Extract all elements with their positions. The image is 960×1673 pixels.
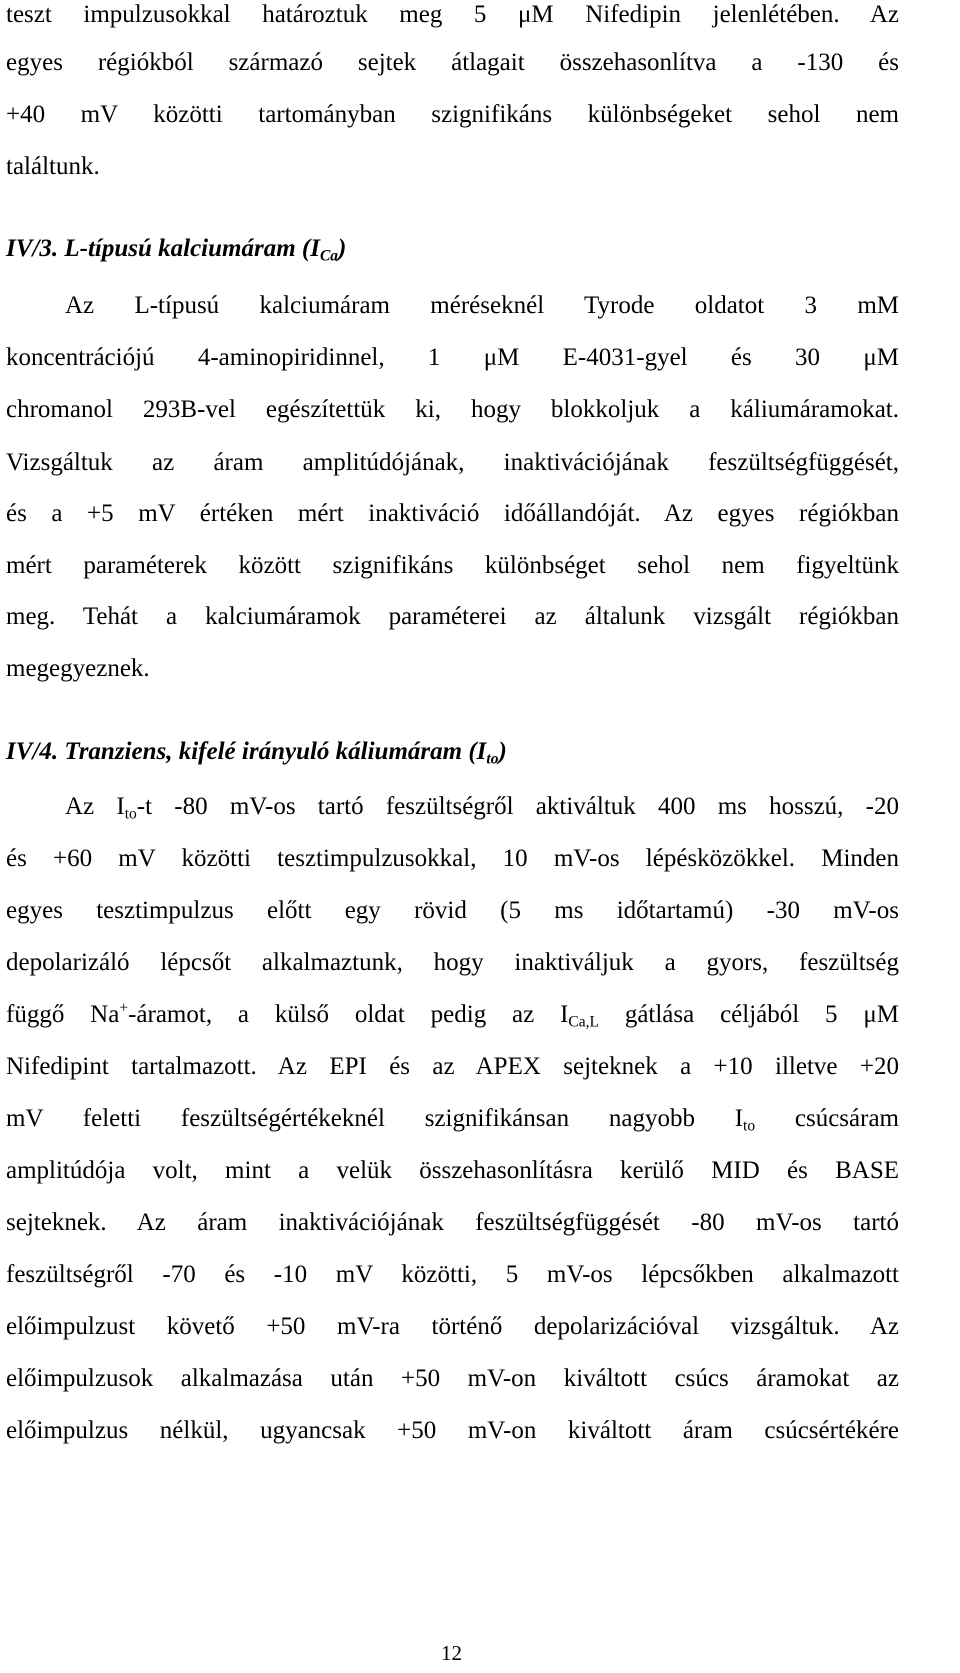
paragraph-line: Az $I_{to}-t$ -80 mV-os tartó feszültségről aktiváltuk 400 ms hosszú, -20 [65, 793, 899, 823]
paragraph-line: találtunk. [6, 153, 100, 180]
paragraph-line: sejteknek. Az áram inaktivációjának feszültségfüggését -80 mV-os tartó [6, 1209, 899, 1236]
section-heading-iv4 [6, 736, 899, 768]
paragraph-line: teszt impulzusokkal határoztuk meg 5 μM Nifedipin jelenlétében. Az [6, 1, 899, 28]
paragraph-line: mért paraméterek között szignifikáns különbséget sehol nem figyeltünk [6, 552, 899, 579]
subscript: to [124, 805, 137, 823]
paragraph-line: chromanol 293B-vel egészítettük ki, hogy blokkoljuk a káliumáramokat. [6, 396, 899, 423]
paragraph-line: koncentrációjú 4-aminopiridinnel, 1 μM E-4031-gyel és 30 μM [6, 344, 899, 371]
paragraph-line: meg. Tehát a kalciumáramok paraméterei az általunk vizsgált régiókban [6, 603, 899, 630]
paragraph-line: mV feletti feszültségértékeknél szignifikánsan nagyobb $I_{to}$ csúcsáram [6, 1105, 899, 1135]
paragraph-line: előimpulzusok alkalmazása után +50 mV-on kiváltott csúcs áramokat az [6, 1365, 899, 1392]
paragraph-line: és +60 mV közötti tesztimpulzusokkal, 10 mV-os lépésközökkel. Minden [6, 845, 899, 872]
page-number: 12 [441, 1641, 462, 1665]
section-heading-iv3 [6, 233, 899, 265]
paragraph-line: megegyeznek. [6, 655, 150, 682]
paragraph-line: függő Na+-áramot, a külső oldat pedig az $I_{Ca,L}$ gátlása céljából 5 μM [6, 999, 900, 1031]
heading-text: ) [498, 738, 507, 765]
heading-text: ) [338, 235, 347, 262]
paragraph-line: előimpulzus nélkül, ugyancsak +50 mV-on kiváltott áram csúcsértékére [6, 1417, 899, 1444]
paragraph-line: előimpulzust követő +50 mV-ra történő depolarizációval vizsgáltuk. Az [6, 1313, 899, 1340]
paragraph-line: Az L-típusú kalciumáram méréseknél Tyrode oldatot 3 mM [65, 292, 899, 319]
heading-subscript: Ca [319, 247, 339, 265]
paragraph-line: egyes régiókból származó sejtek átlagait összehasonlítva a -130 és [6, 49, 899, 76]
subscript: to [743, 1117, 756, 1135]
heading-text: IV/4. Tranziens, kifelé irányuló káliumáram (I [6, 738, 487, 765]
paragraph-line: és a +5 mV értéken mért inaktiváció időállandóját. Az egyes régiókban [6, 500, 899, 527]
paragraph-line: egyes tesztimpulzus előtt egy rövid (5 ms időtartamú) -30 mV-os [6, 897, 899, 924]
paragraph-line: Vizsgáltuk az áram amplitúdójának, inaktivációjának feszültségfüggését, [6, 449, 899, 476]
heading-text: IV/3. L-típusú kalciumáram (I [6, 235, 320, 262]
paragraph-line: +40 mV közötti tartományban szignifikáns különbségeket sehol nem [6, 101, 899, 128]
paragraph-line: depolarizáló lépcsőt alkalmaztunk, hogy inaktiváljuk a gyors, feszültség [6, 949, 899, 976]
paragraph-line: amplitúdója volt, mint a velük összehasonlításra kerülő MID és BASE [6, 1157, 899, 1184]
heading-subscript: to [486, 750, 499, 768]
paragraph-line: feszültségről -70 és -10 mV közötti, 5 mV-os lépcsőkben alkalmazott [6, 1261, 899, 1288]
subscript: Ca,L [568, 1013, 599, 1031]
paragraph-line: Nifedipint tartalmazott. Az EPI és az APEX sejteknek a +10 illetve +20 [6, 1053, 899, 1080]
superscript: + [119, 999, 129, 1017]
